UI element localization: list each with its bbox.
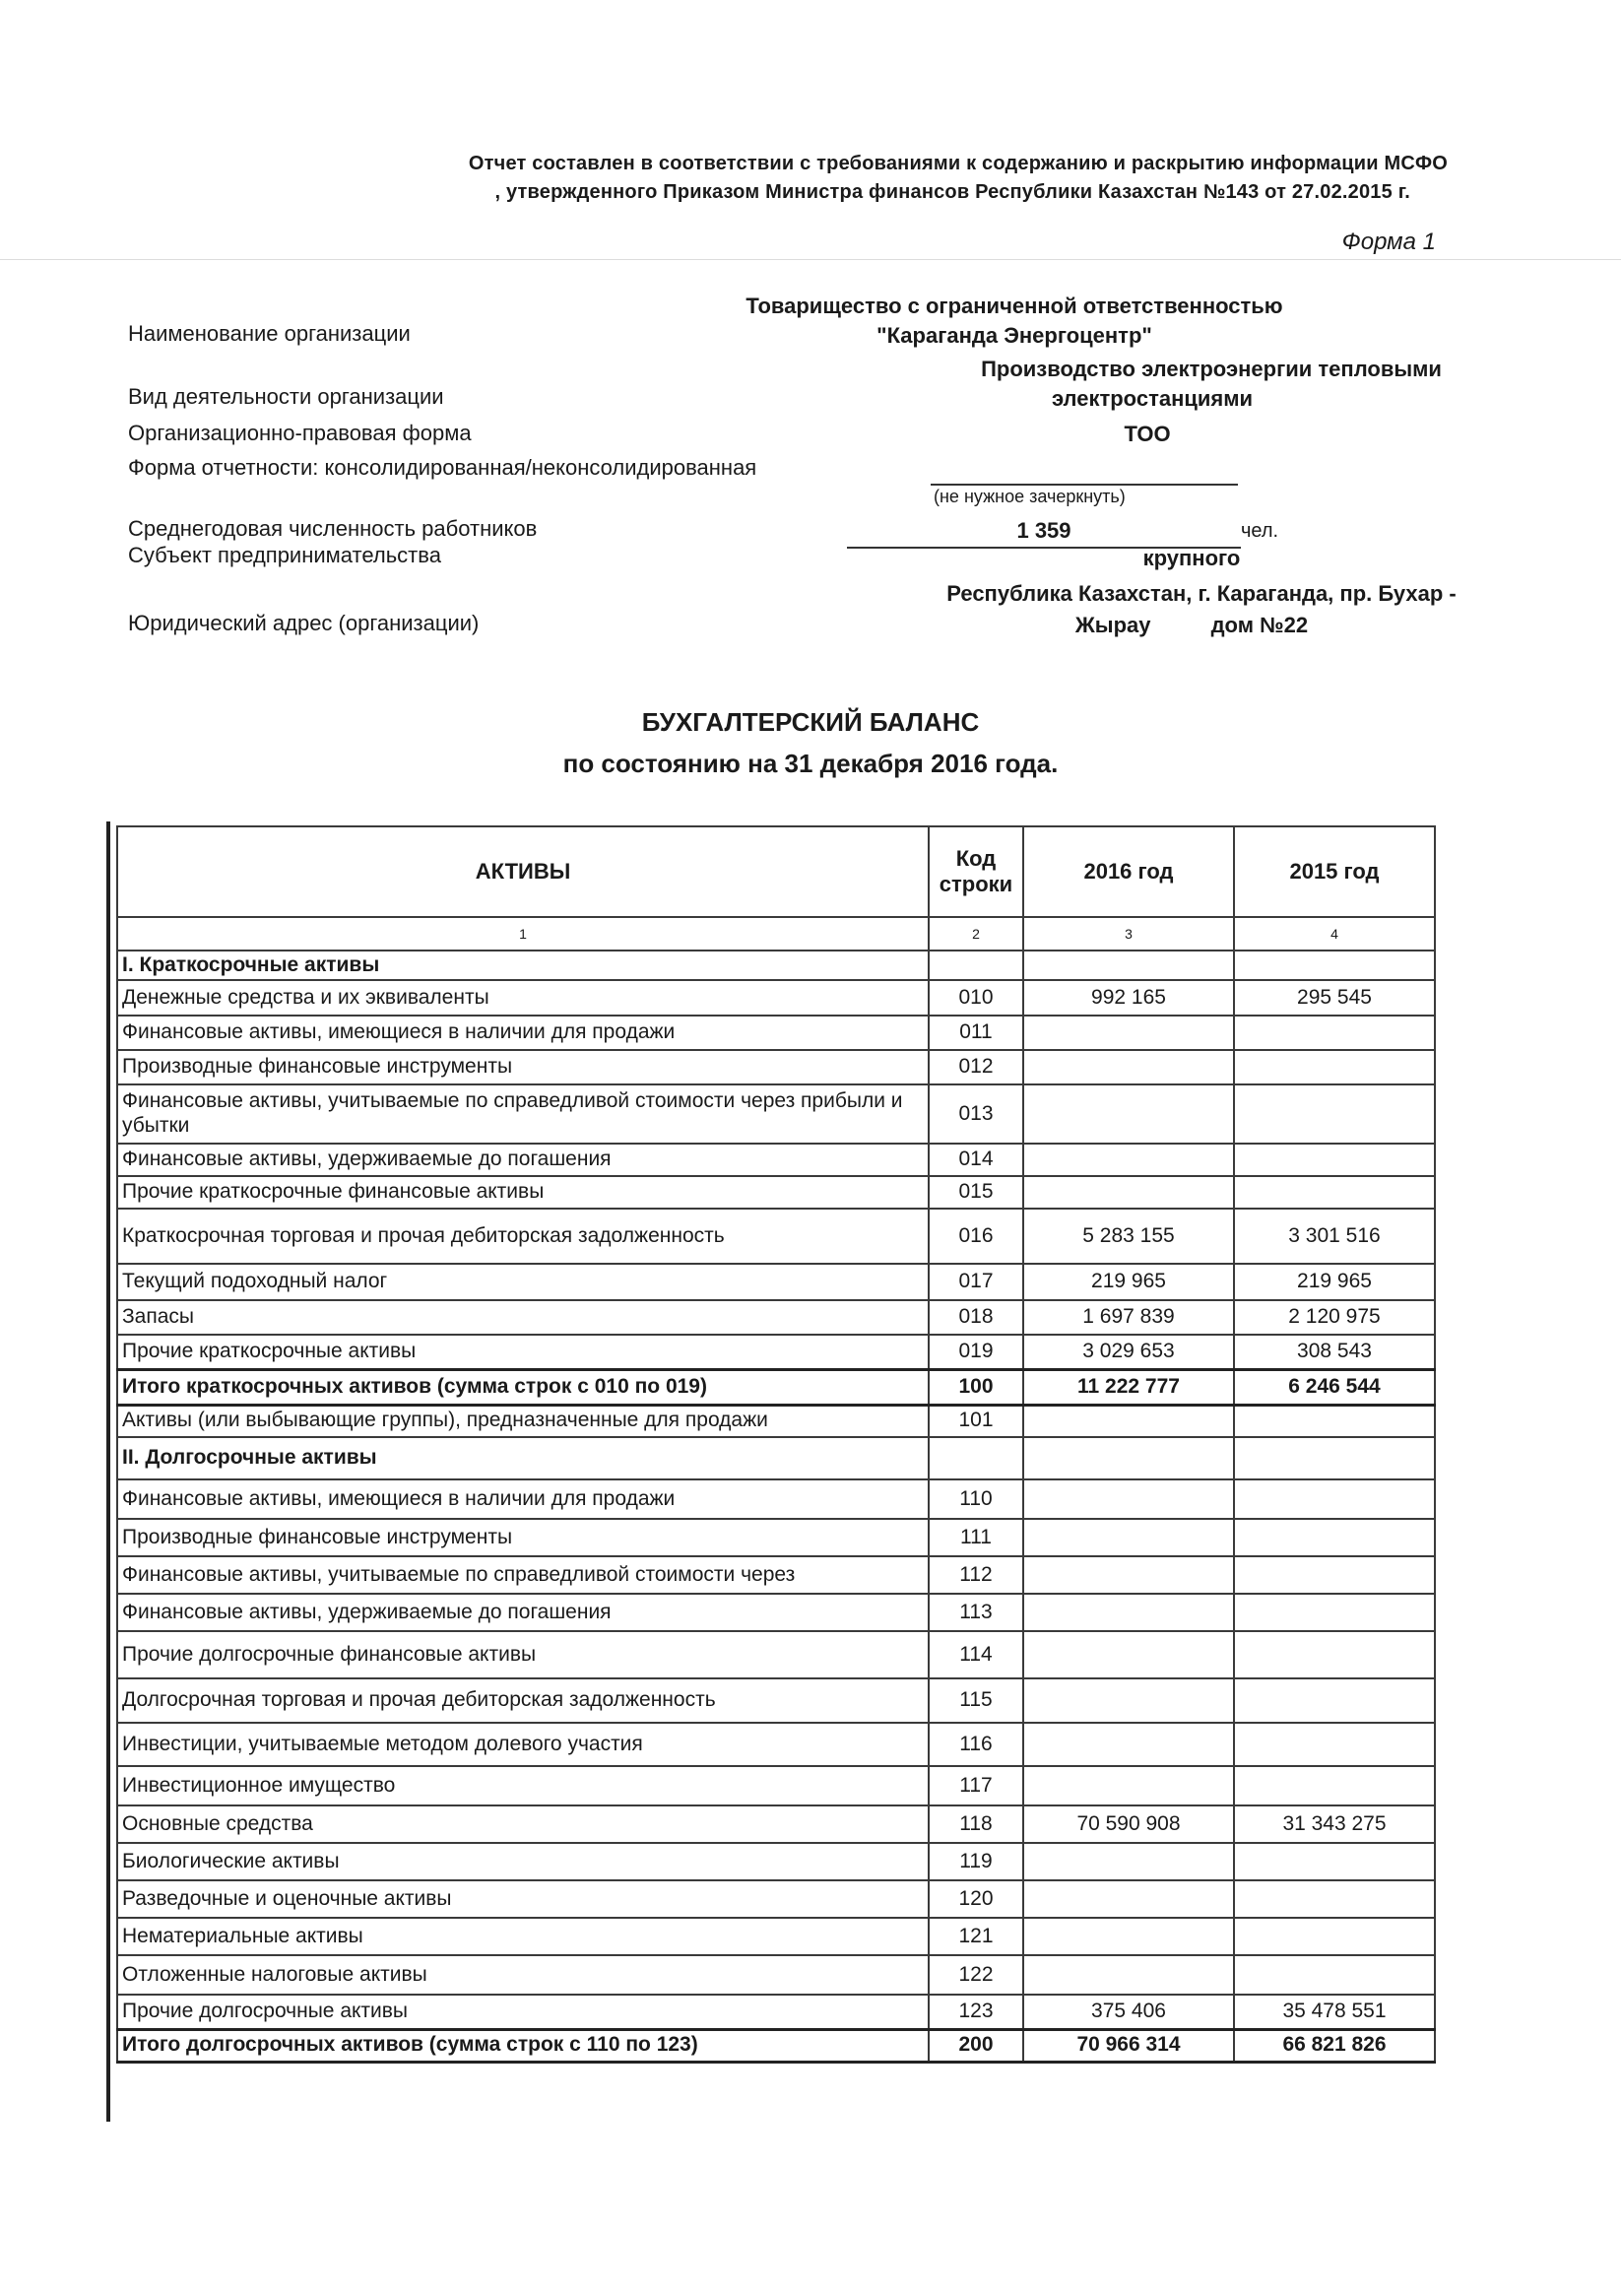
table-row xyxy=(117,1631,1435,1678)
table-row xyxy=(117,1594,1435,1631)
row-value-2016 xyxy=(1023,1519,1234,1556)
legal-form-value: ТОО xyxy=(1124,422,1171,446)
row-value-2016: 70 590 908 xyxy=(1023,1805,1234,1843)
row-value-2016 xyxy=(1023,1594,1234,1631)
row-code: 018 xyxy=(929,1300,1023,1335)
employees-label: Среднегодовая численность работников xyxy=(128,516,538,541)
row-name: Финансовые активы, удерживаемые до погашения xyxy=(117,1594,929,1631)
row-name: Инвестиционное имущество xyxy=(117,1766,929,1805)
balance-date: по состоянию на 31 декабря 2016 года. xyxy=(562,749,1059,778)
org-name-value-1: Товарищество с ограниченной ответственностью xyxy=(746,294,1283,318)
row-value-2015 xyxy=(1234,1084,1435,1144)
total-row xyxy=(117,1369,1435,1405)
table-row xyxy=(117,1016,1435,1050)
table-row xyxy=(117,1519,1435,1556)
table-row xyxy=(117,1176,1435,1209)
row-code: 114 xyxy=(929,1631,1023,1678)
row-value-2015 xyxy=(1234,1843,1435,1880)
row-name: Краткосрочная торговая и прочая дебиторская задолженность xyxy=(117,1209,929,1264)
row-code: 119 xyxy=(929,1843,1023,1880)
row-value-2016 xyxy=(1023,1880,1234,1918)
activity-value-2: электростанциями xyxy=(1051,386,1254,411)
row-name: Финансовые активы, учитываемые по справедливой стоимости через прибыли и убытки xyxy=(117,1084,929,1144)
row-value-2015: 3 301 516 xyxy=(1234,1209,1435,1264)
org-name-value-2: "Караганда Энергоцентр" xyxy=(876,323,1152,348)
row-code: 012 xyxy=(929,1050,1023,1084)
total-row xyxy=(117,2029,1435,2062)
compliance-note-line-2: , утвержденного Приказом Министра финансов Республики Казахстан №143 от 27.02.2015 г. xyxy=(494,181,1410,203)
table-row xyxy=(117,1479,1435,1519)
row-name: Производные финансовые инструменты xyxy=(117,1519,929,1556)
address-label: Юридический адрес (организации) xyxy=(128,611,480,635)
row-code: 010 xyxy=(929,980,1023,1016)
table-row xyxy=(117,1264,1435,1300)
row-code: 120 xyxy=(929,1880,1023,1918)
balance-table xyxy=(116,825,1436,2064)
row-value-2015 xyxy=(1234,1678,1435,1723)
row-code: 122 xyxy=(929,1955,1023,1995)
row-name: Финансовые активы, имеющиеся в наличии для продажи xyxy=(117,1479,929,1519)
row-name: Финансовые активы, учитываемые по справедливой стоимости через xyxy=(117,1556,929,1594)
row-value-2016 xyxy=(1023,1955,1234,1995)
row-value-2015 xyxy=(1234,1519,1435,1556)
row-code: 123 xyxy=(929,1995,1023,2029)
table-row xyxy=(117,1335,1435,1369)
column-number-2: 2 xyxy=(929,917,1023,951)
row-value-2015 xyxy=(1234,1631,1435,1678)
row-name: Долгосрочная торговая и прочая дебиторская задолженность xyxy=(117,1678,929,1723)
row-value-2016 xyxy=(1023,1144,1234,1176)
row-name: Прочие долгосрочные активы xyxy=(117,1995,929,2029)
row-value-2015 xyxy=(1234,1144,1435,1176)
row-value-2016: 1 697 839 xyxy=(1023,1300,1234,1335)
row-value-2016: 375 406 xyxy=(1023,1995,1234,2029)
row-value-2016 xyxy=(1023,1016,1234,1050)
row-value-2016 xyxy=(1023,1437,1234,1479)
section-row xyxy=(117,951,1435,980)
row-value-2016 xyxy=(1023,1918,1234,1955)
row-code: 111 xyxy=(929,1519,1023,1556)
row-name: Текущий подоходный налог xyxy=(117,1264,929,1300)
table-row xyxy=(117,1805,1435,1843)
report-form-underline xyxy=(931,484,1238,486)
row-code: 117 xyxy=(929,1766,1023,1805)
table-row xyxy=(117,1843,1435,1880)
row-name: II. Долгосрочные активы xyxy=(117,1437,929,1479)
row-code: 112 xyxy=(929,1556,1023,1594)
row-value-2015: 35 478 551 xyxy=(1234,1995,1435,2029)
table-row xyxy=(117,980,1435,1016)
table-row xyxy=(117,1405,1435,1437)
row-code: 019 xyxy=(929,1335,1023,1369)
row-code: 121 xyxy=(929,1918,1023,1955)
row-code: 013 xyxy=(929,1084,1023,1144)
employees-unit: чел. xyxy=(1241,520,1279,542)
balance-title: БУХГАЛТЕРСКИЙ БАЛАНС xyxy=(641,707,980,737)
subject-label: Субъект предпринимательства xyxy=(128,543,441,567)
activity-label: Вид деятельности организации xyxy=(128,384,444,409)
legal-form-label: Организационно-правовая форма xyxy=(128,421,472,445)
table-row xyxy=(117,1723,1435,1766)
code-column-header: Код строки xyxy=(929,826,1023,917)
year-2015-column-header: 2015 год xyxy=(1234,826,1435,917)
row-code: 100 xyxy=(929,1369,1023,1405)
row-value-2015 xyxy=(1234,1880,1435,1918)
row-value-2015: 219 965 xyxy=(1234,1264,1435,1300)
row-name: Итого долгосрочных активов (сумма строк с 110 по 123) xyxy=(117,2029,929,2062)
row-code: 101 xyxy=(929,1405,1023,1437)
row-name: Разведочные и оценочные активы xyxy=(117,1880,929,1918)
row-value-2015 xyxy=(1234,951,1435,980)
row-value-2016: 70 966 314 xyxy=(1023,2029,1234,2062)
table-header-row xyxy=(117,826,1435,917)
row-name: Запасы xyxy=(117,1300,929,1335)
table-row xyxy=(117,1084,1435,1144)
row-value-2015 xyxy=(1234,1955,1435,1995)
row-value-2016 xyxy=(1023,1479,1234,1519)
row-value-2016: 3 029 653 xyxy=(1023,1335,1234,1369)
strike-note: (не нужное зачеркнуть) xyxy=(934,487,1126,506)
row-value-2015: 31 343 275 xyxy=(1234,1805,1435,1843)
section-row xyxy=(117,1437,1435,1479)
employees-value: 1 359 xyxy=(1016,518,1071,543)
row-value-2015 xyxy=(1234,1016,1435,1050)
row-name: Прочие краткосрочные активы xyxy=(117,1335,929,1369)
row-value-2015 xyxy=(1234,1176,1435,1209)
table-row xyxy=(117,1050,1435,1084)
row-code: 118 xyxy=(929,1805,1023,1843)
row-value-2016 xyxy=(1023,951,1234,980)
row-code: 017 xyxy=(929,1264,1023,1300)
row-name: Нематериальные активы xyxy=(117,1918,929,1955)
row-value-2015 xyxy=(1234,1766,1435,1805)
row-name: I. Краткосрочные активы xyxy=(117,951,929,980)
row-value-2015 xyxy=(1234,1479,1435,1519)
row-name: Основные средства xyxy=(117,1805,929,1843)
table-row xyxy=(117,1300,1435,1335)
column-number-3: 3 xyxy=(1023,917,1234,951)
row-value-2015: 66 821 826 xyxy=(1234,2029,1435,2062)
row-value-2015: 308 543 xyxy=(1234,1335,1435,1369)
row-value-2016: 992 165 xyxy=(1023,980,1234,1016)
row-name: Итого краткосрочных активов (сумма строк с 010 по 019) xyxy=(117,1369,929,1405)
row-code: 016 xyxy=(929,1209,1023,1264)
table-left-margin-bar xyxy=(106,821,110,2122)
row-value-2016: 219 965 xyxy=(1023,1264,1234,1300)
row-code xyxy=(929,1437,1023,1479)
row-name: Финансовые активы, удерживаемые до погашения xyxy=(117,1144,929,1176)
row-value-2016 xyxy=(1023,1723,1234,1766)
row-code: 115 xyxy=(929,1678,1023,1723)
row-code: 011 xyxy=(929,1016,1023,1050)
row-value-2016: 5 283 155 xyxy=(1023,1209,1234,1264)
address-value-1: Республика Казахстан, г. Караганда, пр. Бухар - xyxy=(946,581,1457,606)
row-value-2016 xyxy=(1023,1678,1234,1723)
row-value-2016: 11 222 777 xyxy=(1023,1369,1234,1405)
row-name: Финансовые активы, имеющиеся в наличии для продажи xyxy=(117,1016,929,1050)
table-row xyxy=(117,1556,1435,1594)
column-number-1: 1 xyxy=(117,917,929,951)
row-value-2015 xyxy=(1234,1437,1435,1479)
row-value-2015 xyxy=(1234,1594,1435,1631)
row-value-2016 xyxy=(1023,1176,1234,1209)
row-value-2015: 295 545 xyxy=(1234,980,1435,1016)
row-code xyxy=(929,951,1023,980)
row-name: Прочие краткосрочные финансовые активы xyxy=(117,1176,929,1209)
table-row xyxy=(117,1209,1435,1264)
address-value-2: Жырау дом №22 xyxy=(1074,613,1309,637)
header-divider xyxy=(0,259,1621,260)
row-name: Прочие долгосрочные финансовые активы xyxy=(117,1631,929,1678)
row-code: 015 xyxy=(929,1176,1023,1209)
row-value-2016 xyxy=(1023,1631,1234,1678)
row-value-2016 xyxy=(1023,1556,1234,1594)
table-row xyxy=(117,1144,1435,1176)
table-row xyxy=(117,1955,1435,1995)
row-value-2016 xyxy=(1023,1050,1234,1084)
assets-column-header: АКТИВЫ xyxy=(117,826,929,917)
row-code: 200 xyxy=(929,2029,1023,2062)
org-name-label: Наименование организации xyxy=(128,321,411,346)
row-code: 116 xyxy=(929,1723,1023,1766)
row-name: Производные финансовые инструменты xyxy=(117,1050,929,1084)
row-value-2015 xyxy=(1234,1556,1435,1594)
row-value-2015: 2 120 975 xyxy=(1234,1300,1435,1335)
row-value-2016 xyxy=(1023,1766,1234,1805)
row-name: Активы (или выбывающие группы), предназначенные для продажи xyxy=(117,1405,929,1437)
column-number-row xyxy=(117,917,1435,951)
table-row xyxy=(117,1918,1435,1955)
row-value-2015 xyxy=(1234,1405,1435,1437)
row-name: Отложенные налоговые активы xyxy=(117,1955,929,1995)
row-value-2016 xyxy=(1023,1405,1234,1437)
row-value-2016 xyxy=(1023,1843,1234,1880)
activity-value-1: Производство электроэнергии тепловыми xyxy=(981,357,1442,381)
row-code: 014 xyxy=(929,1144,1023,1176)
table-row xyxy=(117,1880,1435,1918)
year-2016-column-header: 2016 год xyxy=(1023,826,1234,917)
row-code: 113 xyxy=(929,1594,1023,1631)
row-code: 110 xyxy=(929,1479,1023,1519)
row-name: Инвестиции, учитываемые методом долевого участия xyxy=(117,1723,929,1766)
compliance-note-line-1: Отчет составлен в соответствии с требованиями к содержанию и раскрытию информации МСФО xyxy=(468,153,1448,174)
table-row xyxy=(117,1995,1435,2029)
table-row xyxy=(117,1678,1435,1723)
report-form-label: Форма отчетности: консолидированная/неконсолидированная xyxy=(128,455,757,480)
row-value-2015 xyxy=(1234,1918,1435,1955)
row-value-2016 xyxy=(1023,1084,1234,1144)
row-value-2015 xyxy=(1234,1050,1435,1084)
row-name: Биологические активы xyxy=(117,1843,929,1880)
row-value-2015: 6 246 544 xyxy=(1234,1369,1435,1405)
form-number: Форма 1 xyxy=(1341,229,1436,255)
row-name: Денежные средства и их эквиваленты xyxy=(117,980,929,1016)
row-value-2015 xyxy=(1234,1723,1435,1766)
column-number-4: 4 xyxy=(1234,917,1435,951)
subject-value: крупного xyxy=(1142,546,1241,570)
table-row xyxy=(117,1766,1435,1805)
